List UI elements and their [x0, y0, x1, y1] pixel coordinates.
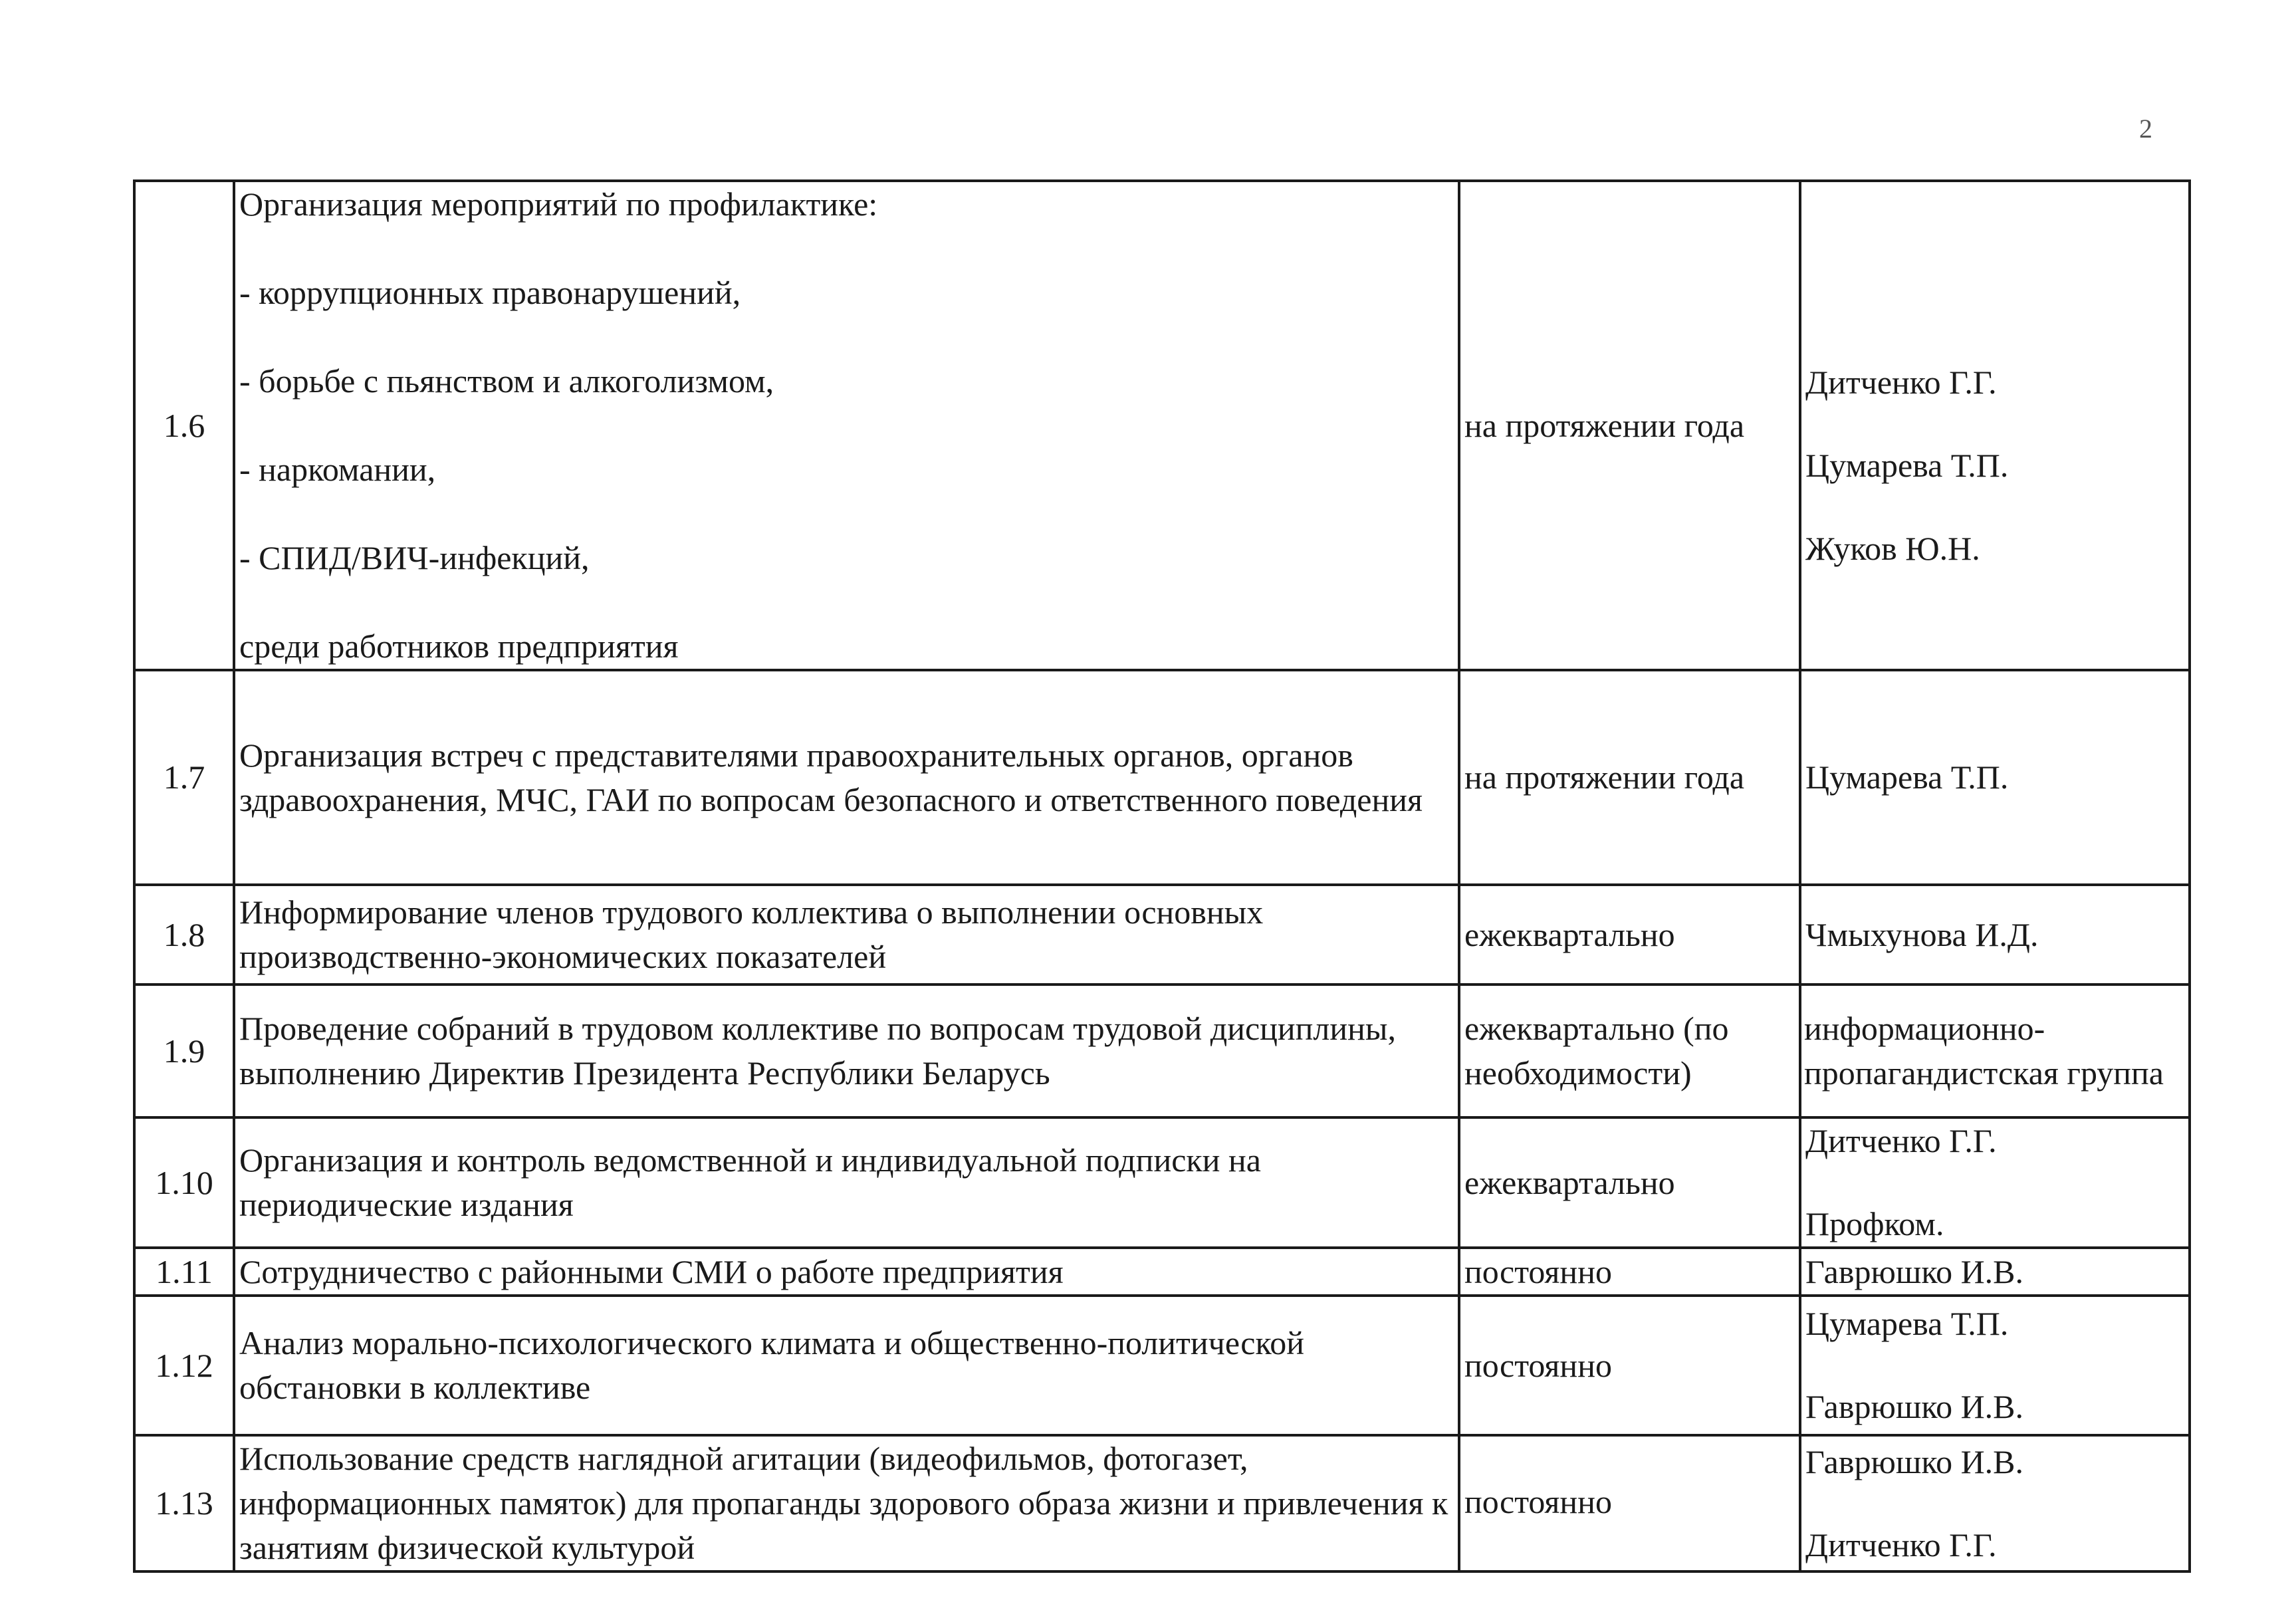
responsible-persons — [1800, 1435, 2190, 1571]
task-line: среди работников предприятия — [239, 628, 679, 665]
responsible-name: Чмыхунова И.Д. — [1805, 915, 2039, 953]
item-number: 1.13 — [134, 1435, 234, 1571]
task-description: Сотрудничество с районными СМИ о работе предприятия — [234, 1248, 1459, 1296]
responsible-name: Жуков Ю.Н. — [1805, 529, 1980, 567]
deadline: ежеквартально (по необходимости) — [1459, 985, 1800, 1117]
responsible-name: Гаврюшко И.В. — [1805, 1443, 2024, 1480]
responsible-name: информационно-пропагандистская группа — [1804, 1010, 2164, 1092]
task-line: - борьбе с пьянством и алкоголизмом, — [239, 362, 774, 400]
table-row — [134, 181, 2190, 670]
responsible-persons — [1800, 1117, 2190, 1248]
item-number: 1.12 — [134, 1296, 234, 1435]
deadline: постоянно — [1459, 1296, 1800, 1435]
task-description: Проведение собраний в трудовом коллективе по вопросам трудовой дисциплины, выполнению Директив Президента Республики Беларусь — [234, 985, 1459, 1117]
item-number: 1.7 — [134, 670, 234, 885]
responsible-persons — [1800, 181, 2190, 670]
deadline: постоянно — [1459, 1435, 1800, 1571]
task-description — [234, 181, 1459, 670]
deadline: на протяжении года — [1459, 670, 1800, 885]
responsible-name: Дитченко Г.Г. — [1805, 1526, 1997, 1564]
responsible-persons — [1800, 1296, 2190, 1435]
task-description: Организация встреч с представителями правоохранительных органов, органов здравоохранения, МЧС, ГАИ по вопросам безопасного и ответственного поведения — [234, 670, 1459, 885]
table-row — [134, 670, 2190, 885]
responsible-name: Дитченко Г.Г. — [1805, 1122, 1997, 1159]
deadline: ежеквартально — [1459, 885, 1800, 985]
responsible-name: Гаврюшко И.В. — [1805, 1252, 2024, 1290]
task-description: Информирование членов трудового коллектива о выполнении основных производственно-экономических показателей — [234, 885, 1459, 985]
table-row — [134, 1248, 2190, 1296]
table-row — [134, 1435, 2190, 1571]
responsible-persons — [1800, 985, 2190, 1117]
table-row — [134, 985, 2190, 1117]
task-line: - коррупционных правонарушений, — [239, 274, 741, 311]
item-number: 1.10 — [134, 1117, 234, 1248]
task-line: - СПИД/ВИЧ-инфекций, — [239, 539, 590, 576]
deadline: ежеквартально — [1459, 1117, 1800, 1248]
item-number: 1.9 — [134, 985, 234, 1117]
table-row — [134, 1296, 2190, 1435]
responsible-name: Цумарева Т.П. — [1805, 1305, 2009, 1342]
responsible-persons — [1800, 885, 2190, 985]
responsible-persons — [1800, 670, 2190, 885]
responsible-name: Цумарева Т.П. — [1805, 758, 2009, 796]
task-description: Анализ морально-психологического климата и общественно-политической обстановки в коллективе — [234, 1296, 1459, 1435]
responsible-name: Цумарева Т.П. — [1805, 446, 2009, 484]
item-number: 1.11 — [134, 1248, 234, 1296]
task-line: - наркомании, — [239, 451, 436, 488]
table-row — [134, 885, 2190, 985]
responsible-name: Профком. — [1805, 1205, 1944, 1242]
task-description: Организация и контроль ведомственной и индивидуальной подписки на периодические издания — [234, 1117, 1459, 1248]
responsible-persons — [1800, 1248, 2190, 1296]
action-plan-table — [133, 179, 2191, 1573]
item-number: 1.8 — [134, 885, 234, 985]
page-number: 2 — [2139, 114, 2152, 144]
item-number: 1.6 — [134, 181, 234, 670]
task-description: Использование средств наглядной агитации (видеофильмов, фотогазет, информационных памяток) для пропаганды здорового образа жизни и привлечения к занятиям физической культурой — [234, 1435, 1459, 1571]
table-row — [134, 1117, 2190, 1248]
deadline: на протяжении года — [1459, 181, 1800, 670]
responsible-name: Гаврюшко И.В. — [1805, 1388, 2024, 1425]
deadline: постоянно — [1459, 1248, 1800, 1296]
responsible-name: Дитченко Г.Г. — [1805, 363, 1997, 401]
task-line: Организация мероприятий по профилактике: — [239, 185, 878, 223]
